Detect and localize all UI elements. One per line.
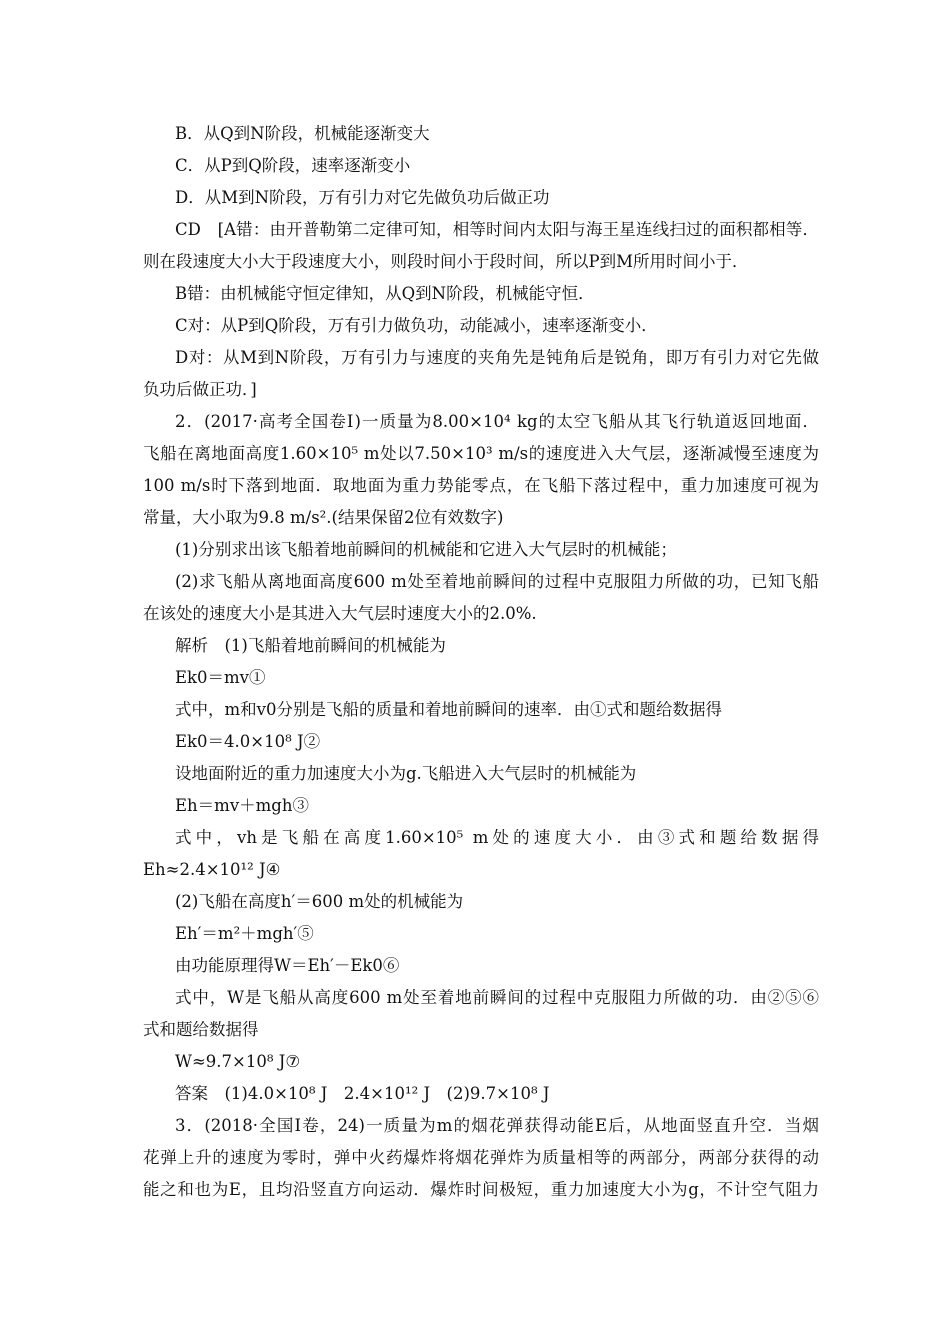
equation-1: Ek0＝mv①: [175, 668, 266, 687]
answer-line-1: CD [A错：由开普勒第二定律可知，相等时间内太阳与海王星连线扫过的面积都相等．: [175, 220, 819, 239]
equation-5: Eh′＝m²＋mgh′⑤: [175, 924, 314, 943]
question-3-line-3: 能之和也为E，且均沿竖直方向运动．爆炸时间极短，重力加速度大小为g，不计空气阻力: [143, 1180, 819, 1199]
solution-line: 式中，W是飞船从高度600 m处至着地前瞬间的过程中克服阻力所做的功．由②⑤⑥: [175, 988, 819, 1007]
question-2-line-2: 飞船在离地面高度1.60×10⁵ m处以7.50×10³ m/s的速度进入大气层，逐渐减慢至速度为: [143, 444, 819, 463]
option-c: C．从P到Q阶段，速率逐渐变小: [175, 156, 411, 175]
equation-6: 由功能原理得W＝Eh′－Ek0⑥: [175, 956, 400, 975]
question-2-part-2-line-2: 在该处的速度大小是其进入大气层时速度大小的2.0%.: [143, 604, 537, 623]
question-2-line-4: 常量，大小取为9.8 m/s².(结果保留2位有效数字): [143, 508, 504, 527]
final-answer: 答案 (1)4.0×10⁸ J 2.4×10¹² J (2)9.7×10⁸ J: [175, 1084, 550, 1103]
solution-line: 式和题给数据得: [143, 1020, 259, 1039]
solution-heading: 解析 (1)飞船着地前瞬间的机械能为: [175, 636, 446, 655]
solution-line: 式中，vh是飞船在高度1.60×10⁵ m处的速度大小．由③式和题给数据得: [175, 828, 819, 847]
answer-line-3: B错：由机械能守恒定律知，从Q到N阶段，机械能守恒．: [175, 284, 595, 303]
answer-line-5: D对：从M到N阶段，万有引力与速度的夹角先是钝角后是锐角，即万有引力对它先做: [175, 348, 819, 367]
option-b: B．从Q到N阶段，机械能逐渐变大: [175, 124, 430, 143]
question-3-line-1: 3．(2018·全国Ⅰ卷，24)一质量为m的烟花弹获得动能E后，从地面竖直升空．当烟: [175, 1116, 819, 1135]
solution-line: (2)飞船在高度h′＝600 m处的机械能为: [175, 892, 464, 911]
solution-line: 式中，m和v0分别是飞船的质量和着地前瞬间的速率．由①式和题给数据得: [175, 700, 722, 719]
question-3-line-2: 花弹上升的速度为零时，弹中火药爆炸将烟花弹炸为质量相等的两部分，两部分获得的动: [143, 1148, 819, 1167]
answer-line-6: 负功后做正功．]: [143, 380, 257, 399]
answer-line-2: 则在段速度大小大于段速度大小，则段时间小于段时间，所以P到M所用时间小于．: [143, 252, 749, 271]
equation-2: Ek0＝4.0×10⁸ J②: [175, 732, 321, 751]
equation-4: Eh≈2.4×10¹² J④: [143, 860, 281, 879]
question-2-line-3: 100 m/s时下落到地面．取地面为重力势能零点，在飞船下落过程中，重力加速度可视为: [143, 476, 819, 495]
question-2-line-1: 2．(2017·高考全国卷Ⅰ)一质量为8.00×10⁴ kg的太空飞船从其飞行轨道返回地面．: [175, 412, 819, 431]
equation-3: Eh＝mv＋mgh③: [175, 796, 309, 815]
question-2-part-2-line-1: (2)求飞船从离地面高度600 m处至着地前瞬间的过程中克服阻力所做的功，已知飞船: [175, 572, 819, 591]
answer-line-4: C对：从P到Q阶段，万有引力做负功，动能减小，速率逐渐变小．: [175, 316, 658, 335]
question-2-part-1: (1)分别求出该飞船着地前瞬间的机械能和它进入大气层时的机械能；: [175, 540, 677, 559]
equation-7: W≈9.7×10⁸ J⑦: [175, 1052, 301, 1071]
solution-line: 设地面附近的重力加速度大小为g.飞船进入大气层时的机械能为: [175, 764, 637, 783]
option-d: D．从M到N阶段，万有引力对它先做负功后做正功: [175, 188, 550, 207]
